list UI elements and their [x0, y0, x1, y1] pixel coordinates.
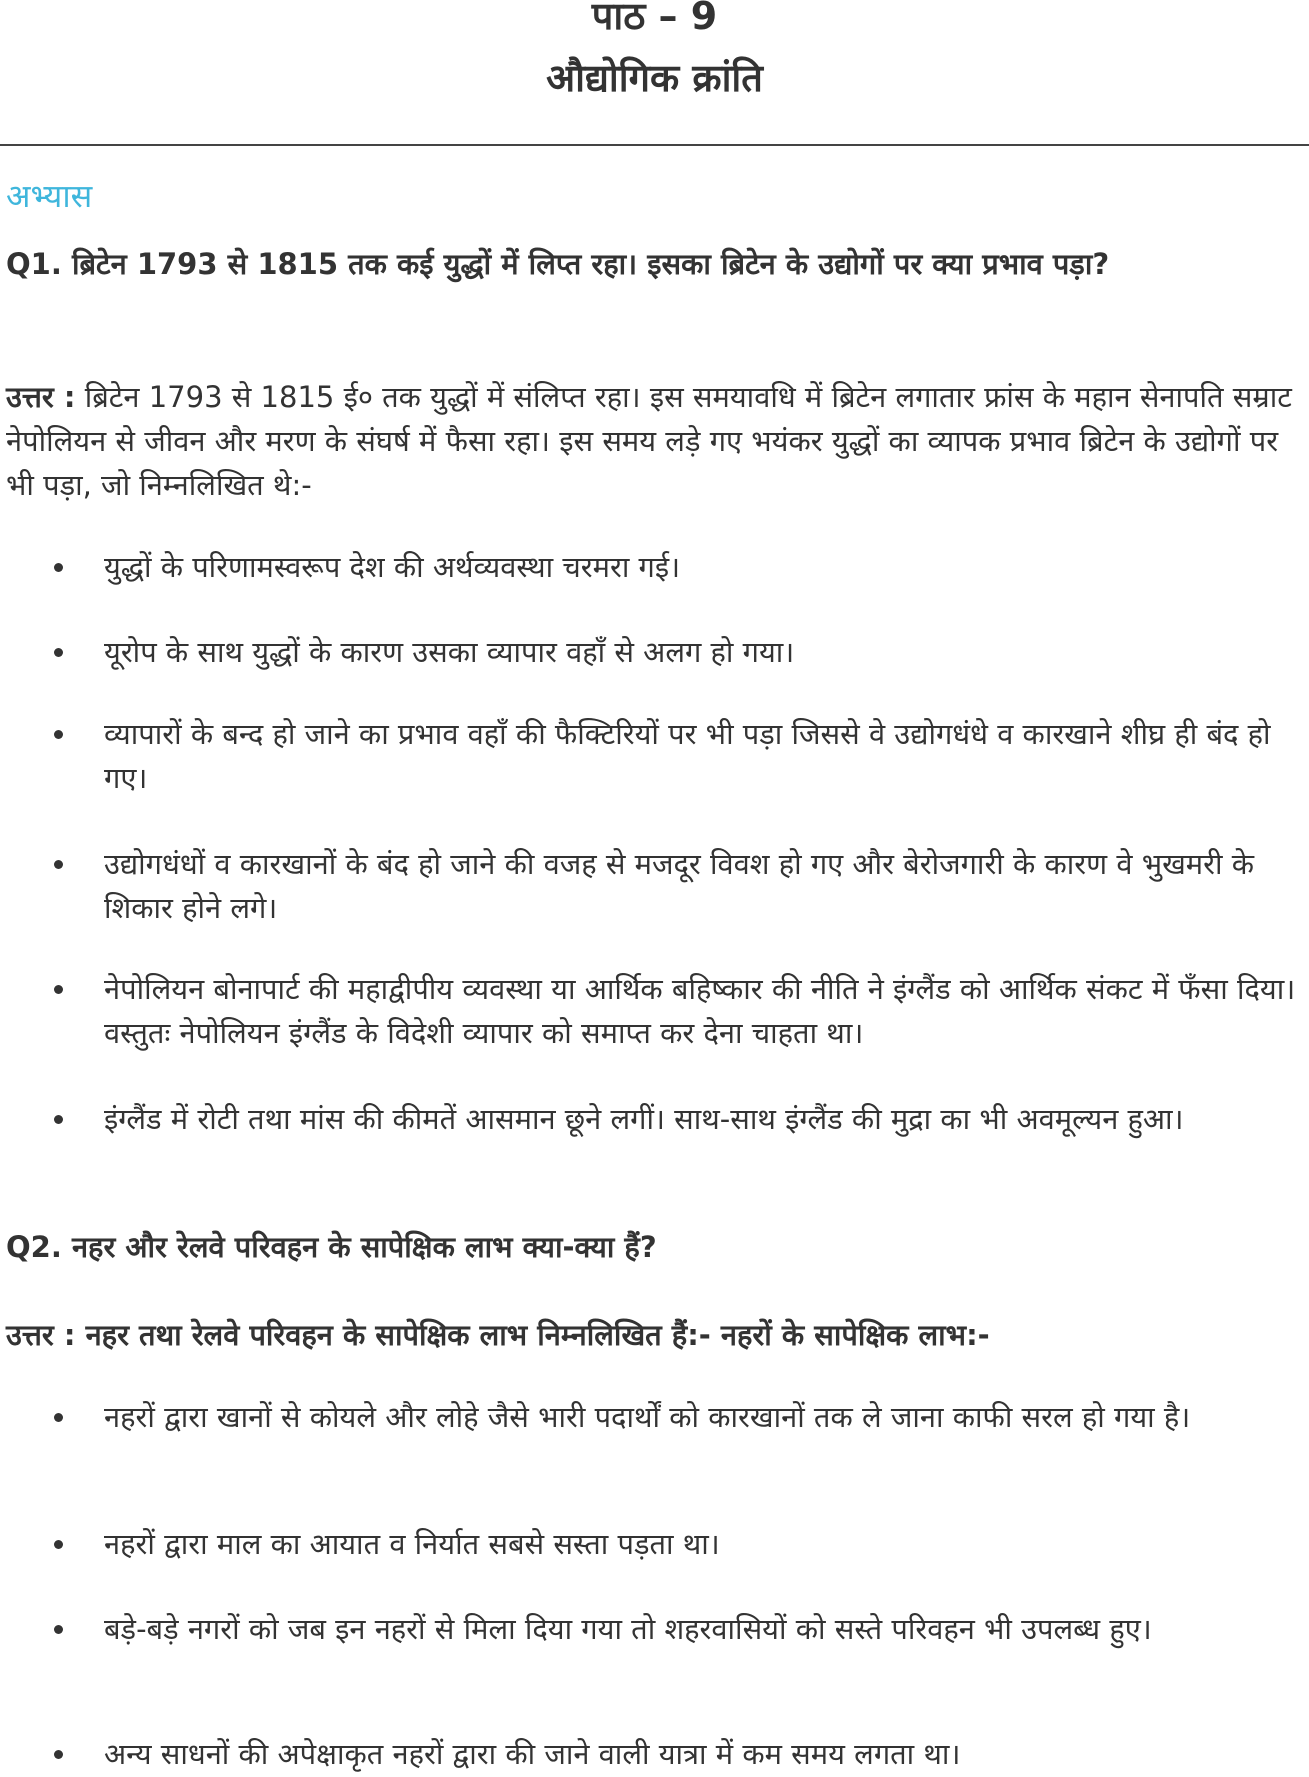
bullet-icon	[54, 730, 63, 739]
question-2: Q2. नहर और रेलवे परिवहन के सापेक्षिक लाभ क्या-क्या हैं?	[6, 1230, 657, 1264]
list-item	[104, 545, 1301, 589]
list-item-text: अन्य साधनों की अपेक्षाकृत नहरों द्वारा की जाने वाली यात्रा में कम समय लगता था।	[104, 1737, 961, 1771]
list-item-text: व्यापारों के बन्द हो जाने का प्रभाव वहाँ की फैक्टिरियों पर भी पड़ा जिससे वे उद्योगधंधे व कारखाने शीघ्र ही बंद हो गए।	[104, 717, 1271, 795]
list-item-text: नेपोलियन बोनापार्ट की महाद्वीपीय व्यवस्था या आर्थिक बहिष्कार की नीति ने इंग्लैंड को आर्थिक संकट में फँसा दिया। वस्तुतः नेपोलियन इंग्लैंड के विदेशी व्यापार को समाप्त कर देना चाहता था।	[104, 972, 1296, 1050]
list-item-text: उद्योगधंधों व कारखानों के बंद हो जाने की वजह से मजदूर विवश हो गए और बेरोजगारी के कारण वे भुखमरी के शिकार होने लगे।	[104, 847, 1255, 925]
bullet-icon	[54, 1540, 63, 1549]
list-item	[104, 1607, 1301, 1651]
bullet-icon	[54, 985, 63, 994]
list-item	[104, 1732, 1301, 1776]
bullet-icon	[54, 1413, 63, 1422]
answer-2: उत्तर : नहर तथा रेलवे परिवहन के सापेक्षिक लाभ निम्नलिखित हैं:- नहरों के सापेक्षिक लाभ:-	[6, 1318, 990, 1352]
list-item-text: नहरों द्वारा खानों से कोयले और लोहे जैसे भारी पदार्थों को कारखानों तक ले जाना काफी सरल हो गया है।	[104, 1400, 1191, 1434]
bullet-icon	[54, 563, 63, 572]
bullet-icon	[54, 648, 63, 657]
list-item	[104, 967, 1301, 1055]
list-item	[104, 1522, 1301, 1566]
list-item	[104, 630, 1301, 674]
bullet-icon	[54, 1625, 63, 1634]
list-item-text: इंग्लैंड में रोटी तथा मांस की कीमतें आसमान छूने लगीं। साथ-साथ इंग्लैंड की मुद्रा का भी अवमूल्यन हुआ।	[104, 1102, 1184, 1136]
list-item-text: युद्धों के परिणामस्वरूप देश की अर्थव्यवस्था चरमरा गई।	[104, 550, 681, 584]
list-item-text: नहरों द्वारा माल का आयात व निर्यात सबसे सस्ता पड़ता था।	[104, 1527, 720, 1561]
answer-label: उत्तर :	[6, 380, 76, 414]
lesson-title: औद्योगिक क्रांति	[546, 56, 763, 100]
bullet-icon	[54, 1115, 63, 1124]
bullet-icon	[54, 1750, 63, 1759]
list-item	[104, 712, 1301, 800]
list-item	[104, 1097, 1301, 1141]
bullet-icon	[54, 860, 63, 869]
answer-1	[6, 375, 1299, 507]
list-item-text: यूरोप के साथ युद्धों के कारण उसका व्यापार वहाँ से अलग हो गया।	[104, 635, 795, 669]
lesson-number: पाठ – 9	[591, 0, 718, 38]
list-item	[104, 842, 1301, 930]
answer-1-text: ब्रिटेन 1793 से 1815 ई० तक युद्धों में संलिप्त रहा। इस समयावधि में ब्रिटेन लगातार फ्रांस के महान सेनापति सम्राट नेपोलियन से जीवन और मरण के संघर्ष में फैसा रहा। इस समय लड़े गए भयंकर युद्धों का व्यापक प्रभाव ब्रिटेन के उद्योगों पर भी पड़ा, जो निम्नलिखित थे:-	[6, 380, 1292, 502]
question-1: Q1. ब्रिटेन 1793 से 1815 तक कई युद्धों में लिप्त रहा। इसका ब्रिटेन के उद्योगों पर क्या प्रभाव पड़ा?	[6, 247, 1110, 281]
list-item	[104, 1395, 1301, 1439]
list-item-text: बड़े-बड़े नगरों को जब इन नहरों से मिला दिया गया तो शहरवासियों को सस्ते परिवहन भी उपलब्ध हुए।	[104, 1612, 1152, 1646]
section-heading: अभ्यास	[6, 177, 93, 215]
header-divider	[0, 144, 1309, 146]
